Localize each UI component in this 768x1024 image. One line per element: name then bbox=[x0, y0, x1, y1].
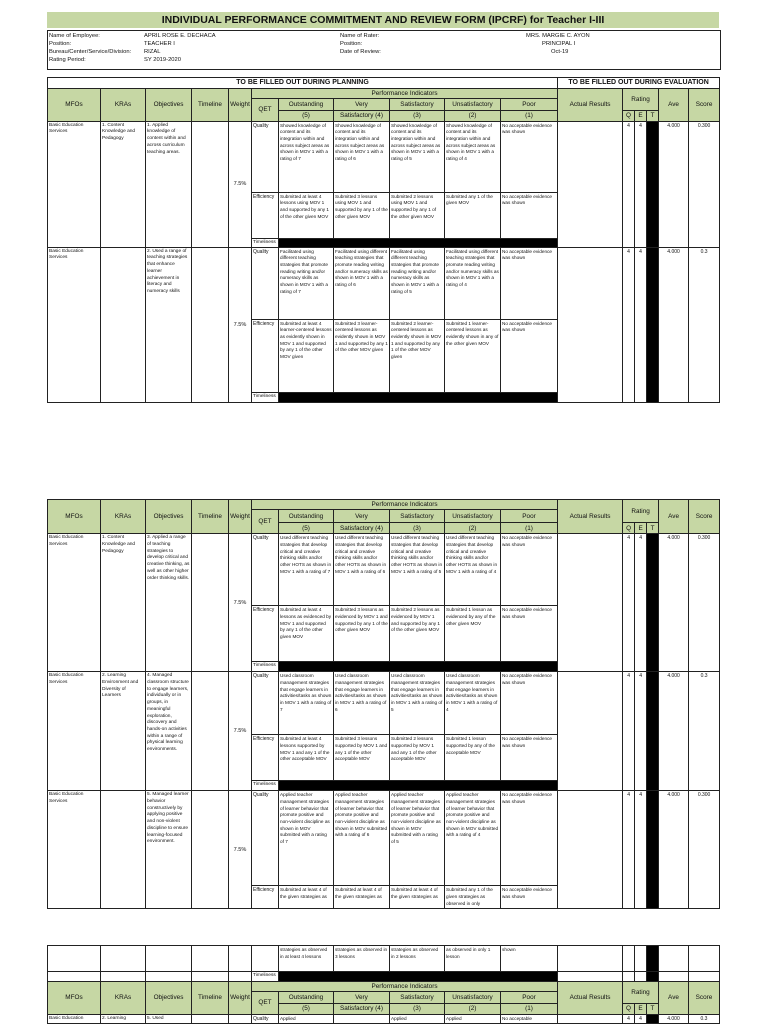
position: TEACHER I bbox=[144, 41, 175, 47]
efficiency-indicator-5: Submitted at least 4 lessons using MOV 1 and supported by any 1 of the other given MOV bbox=[279, 192, 334, 238]
quality-indicator-2: Facilitated using different teaching strategies that promote reading writing and/or numeracy skills as shown in MOV 1 with a rating of 4 bbox=[445, 247, 501, 319]
quality-indicator-4: Used different teaching strategies that develop critical and creative thinking skills and/or other HOTS as shown in MOV 1 with a rating of 6 bbox=[334, 534, 390, 606]
rating-e: 4 bbox=[635, 791, 647, 909]
rating-t bbox=[647, 1014, 659, 1024]
actual-results-cell bbox=[558, 972, 623, 982]
mfo-cell: Basic Education Services bbox=[48, 534, 101, 672]
very-satisfactory-score: Satisfactory (4) bbox=[334, 523, 390, 534]
ave-header: Ave bbox=[659, 982, 689, 1015]
timeliness-blackout bbox=[279, 238, 558, 247]
rating-q bbox=[623, 946, 635, 972]
timeline-cell bbox=[192, 1014, 229, 1024]
efficiency-indicator-2: Submitted any 1 of the given MOV bbox=[445, 192, 501, 238]
timeline-cell bbox=[192, 672, 229, 791]
rating-header: Rating bbox=[623, 89, 659, 111]
very-satisfactory-score: Satisfactory (4) bbox=[334, 111, 390, 121]
score-cell bbox=[689, 946, 720, 972]
objective-cell bbox=[146, 946, 192, 972]
outstanding-score: (5) bbox=[279, 1004, 334, 1014]
efficiency-indicator-4: Submitted at least 4 of the given strategies as bbox=[334, 886, 390, 909]
quality-label: Quality bbox=[252, 121, 279, 192]
timeliness-blackout bbox=[279, 392, 558, 402]
rating-e-header: E bbox=[635, 111, 647, 121]
poor-header: Poor bbox=[501, 510, 558, 523]
rating-t bbox=[647, 791, 659, 909]
mfo-cell: Basic Education Services bbox=[48, 247, 101, 402]
rating-e: 4 bbox=[635, 247, 647, 402]
score-cell: 0.3 bbox=[689, 672, 720, 791]
ave-cell: 4.000 bbox=[659, 534, 689, 672]
efficiency-indicator-4: Submitted 3 lessons using MOV 1 and supported by any 1 of the other given MOV bbox=[334, 192, 390, 238]
satisfactory-score: (3) bbox=[390, 1004, 445, 1014]
rating-e: 4 bbox=[635, 1014, 647, 1024]
kra-header: KRAs bbox=[101, 89, 146, 122]
ave-cell: 4.000 bbox=[659, 1014, 689, 1024]
efficiency-indicator-1: No acceptable evidence was shown bbox=[501, 192, 558, 238]
score-cell: 0.300 bbox=[689, 534, 720, 672]
efficiency-indicator-5: Submitted at least 4 of the given strategies as bbox=[279, 886, 334, 909]
actual-results-header: Actual Results bbox=[558, 89, 623, 122]
weight-cell bbox=[229, 946, 252, 972]
rating-q: 4 bbox=[623, 121, 635, 247]
unsatisfactory-header: Unsatisfactory bbox=[445, 992, 501, 1004]
rating-t bbox=[647, 672, 659, 791]
efficiency-indicator-4: Submitted 3 learner-centered lessons as evidently shown in MOV 1 and supported by any 1 of the other MOV given bbox=[334, 319, 390, 392]
efficiency-indicator-4: strategies as observed in 3 lessons bbox=[334, 946, 390, 972]
rating-t bbox=[647, 121, 659, 247]
weight-cell: 7.5% bbox=[229, 791, 252, 909]
efficiency-indicator-3: Submitted 2 lessons supported by MOV 1 and any 1 of the other acceptable MOV bbox=[390, 735, 445, 781]
efficiency-indicator-2: Submitted 1 learner-centered lessons as evidently shown in any of the other given MOV bbox=[445, 319, 501, 392]
rating-e: 4 bbox=[635, 534, 647, 672]
weight-header: Weight bbox=[229, 982, 252, 1015]
weight-header: Weight bbox=[229, 89, 252, 122]
quality-label: Quality bbox=[252, 534, 279, 606]
weight-cell bbox=[229, 1014, 252, 1024]
qet-cell bbox=[252, 946, 279, 972]
ave-cell: 4.000 bbox=[659, 791, 689, 909]
timeliness-label: Timeliness bbox=[252, 781, 279, 791]
rating-t-header: T bbox=[647, 523, 659, 534]
quality-indicator-5: Showed knowledge of content and its integration within and across subject areas as shown in MOV 1 with a rating of 7 bbox=[279, 121, 334, 192]
quality-indicator-1: No acceptable evidence was shown bbox=[501, 247, 558, 319]
rating-q: 4 bbox=[623, 672, 635, 791]
efficiency-indicator-4: Submitted 3 lessons as evidenced by MOV 1 and supported by any 1 of the other given MOV bbox=[334, 606, 390, 662]
actual-results-cell bbox=[558, 534, 623, 672]
efficiency-indicator-2: Submitted any 1 of the given strategies as observed in only bbox=[445, 886, 501, 909]
quality-indicator-1: No acceptable evidence was shown bbox=[501, 672, 558, 735]
kra-cell: 1. Content Knowledge and Pedagogy bbox=[101, 121, 146, 247]
rating-q: 4 bbox=[623, 247, 635, 402]
rating-t bbox=[647, 247, 659, 402]
employee-info bbox=[47, 30, 721, 70]
rating-e bbox=[635, 972, 647, 982]
evaluation-section-header: TO BE FILLED OUT DURING EVALUATION bbox=[558, 78, 720, 89]
efficiency-label: Efficiency bbox=[252, 735, 279, 781]
mfo-cell: Basic Education bbox=[48, 1014, 101, 1024]
weight-cell: 7.5% bbox=[229, 247, 252, 402]
weight-cell bbox=[229, 972, 252, 982]
rating-q: 4 bbox=[623, 1014, 635, 1024]
objective-cell: 3. Applied a range of teaching strategies to develop critical and creative thinking, as well as other higher order thinking skills. bbox=[146, 534, 192, 672]
efficiency-indicator-3: Submitted 2 lessons as evidenced by MOV 1 and supported by any 1 of the other given MOV bbox=[390, 606, 445, 662]
rater-name: MRS. MARGIE C. AYON bbox=[526, 33, 590, 39]
quality-indicator-4: Showed knowledge of content and its integration within and across subject areas as shown in MOV 1 with a rating of 6 bbox=[334, 121, 390, 192]
efficiency-indicator-5: Submitted at least 4 lessons supported by MOV 1 and any 1 of the other acceptable MOV bbox=[279, 735, 334, 781]
unsatisfactory-header: Unsatisfactory bbox=[445, 99, 501, 111]
qet-header: QET bbox=[252, 99, 279, 121]
score-header: Score bbox=[689, 89, 720, 122]
quality-indicator-1: No acceptable bbox=[501, 1014, 558, 1024]
score-cell: 0.3 bbox=[689, 247, 720, 402]
rating-t bbox=[647, 946, 659, 972]
performance-indicators-header: Performance Indicators bbox=[252, 500, 558, 510]
very-satisfactory-score: Satisfactory (4) bbox=[334, 1004, 390, 1014]
mfo-cell: Basic Education Services bbox=[48, 121, 101, 247]
rating-t-header: T bbox=[647, 1004, 659, 1014]
quality-indicator-5: Facilitated using different teaching strategies that promote reading writing and/or numeracy skills as shown in MOV 1 with a rating of 7 bbox=[279, 247, 334, 319]
planning-section-header: TO BE FILLED OUT DURING PLANNING bbox=[48, 78, 558, 89]
outstanding-header: Outstanding bbox=[279, 992, 334, 1004]
poor-score: (1) bbox=[501, 1004, 558, 1014]
efficiency-indicator-4: Submitted 3 lessons supported by MOV 1 and any 1 of the other acceptable MOV bbox=[334, 735, 390, 781]
timeline-header: Timeline bbox=[192, 982, 229, 1015]
ipcrf-table-page3 bbox=[47, 945, 720, 1024]
ave-cell bbox=[659, 946, 689, 972]
unsatisfactory-score: (2) bbox=[445, 523, 501, 534]
qet-header: QET bbox=[252, 992, 279, 1014]
poor-header: Poor bbox=[501, 992, 558, 1004]
outstanding-header: Outstanding bbox=[279, 99, 334, 111]
quality-indicator-3: Applied bbox=[390, 1014, 445, 1024]
mfo-cell bbox=[48, 972, 101, 982]
quality-indicator-2: Showed knowledge of content and its integration within and across subject areas as shown in MOV 1 with a rating of 4 bbox=[445, 121, 501, 192]
efficiency-indicator-2: as observed in only 1 lesson bbox=[445, 946, 501, 972]
rater-label: Name of Rater: bbox=[340, 33, 380, 39]
objectives-header: Objectives bbox=[146, 982, 192, 1015]
timeline-cell bbox=[192, 946, 229, 972]
objective-cell: 2. Used a range of teaching strategies that enhance learner achievement in literacy and numeracy skills bbox=[146, 247, 192, 402]
timeline-cell bbox=[192, 121, 229, 247]
mfo-cell bbox=[48, 946, 101, 972]
ipcrf-table-page1 bbox=[47, 77, 720, 403]
rating-q-header: Q bbox=[623, 523, 635, 534]
efficiency-indicator-3: strategies as observed in 2 lessons bbox=[390, 946, 445, 972]
quality-indicator-5: Used different teaching strategies that develop critical and creative thinking skills and/or other HOTS as shown in MOV 1 with a rating of 7 bbox=[279, 534, 334, 606]
satisfactory-header: Satisfactory bbox=[390, 992, 445, 1004]
objective-cell: 1. Applied knowledge of content within and across curriculum teaching areas. bbox=[146, 121, 192, 247]
satisfactory-header: Satisfactory bbox=[390, 99, 445, 111]
efficiency-indicator-1: No acceptable evidence was shown bbox=[501, 319, 558, 392]
efficiency-indicator-2: Submitted 1 lesson as evidenced by any of the other given MOV bbox=[445, 606, 501, 662]
mfo-header: MFOs bbox=[48, 89, 101, 122]
kra-cell bbox=[101, 946, 146, 972]
rating-e-header: E bbox=[635, 1004, 647, 1014]
quality-indicator-1: No acceptable evidence was shown bbox=[501, 791, 558, 886]
very-satisfactory-header: Very bbox=[334, 510, 390, 523]
efficiency-indicator-5: Submitted at least 4 lessons as evidenced by MOV 1 and supported by any 1 of the other given MOV bbox=[279, 606, 334, 662]
kra-cell: 2. Learning Environment and Diversity of Learners bbox=[101, 672, 146, 791]
ave-cell: 4.000 bbox=[659, 247, 689, 402]
rating-e bbox=[635, 946, 647, 972]
ave-cell: 4.000 bbox=[659, 672, 689, 791]
poor-header: Poor bbox=[501, 99, 558, 111]
satisfactory-header: Satisfactory bbox=[390, 510, 445, 523]
poor-score: (1) bbox=[501, 111, 558, 121]
outstanding-score: (5) bbox=[279, 523, 334, 534]
quality-indicator-4: Facilitated using different teaching strategies that promote reading writing and/or numeracy skills as shown in MOV 1 with a rating of 6 bbox=[334, 247, 390, 319]
rating-t-header: T bbox=[647, 111, 659, 121]
actual-results-cell bbox=[558, 247, 623, 402]
timeliness-blackout bbox=[279, 662, 558, 672]
efficiency-indicator-3: Submitted at least 4 of the given strategies as bbox=[390, 886, 445, 909]
timeline-cell bbox=[192, 247, 229, 402]
timeline-cell bbox=[192, 972, 229, 982]
efficiency-indicator-1: No acceptable evidence was shown bbox=[501, 735, 558, 781]
quality-indicator-2: Used different teaching strategies that develop critical and creative thinking skills and/or other HOTS as shown in MOV 1 with a rating of 4 bbox=[445, 534, 501, 606]
score-cell: 0.3 bbox=[689, 1014, 720, 1024]
weight-cell: 7.5% bbox=[229, 672, 252, 791]
actual-results-cell bbox=[558, 121, 623, 247]
mfo-cell: Basic Education Services bbox=[48, 791, 101, 909]
unsatisfactory-header: Unsatisfactory bbox=[445, 510, 501, 523]
objective-cell: 5. Used bbox=[146, 1014, 192, 1024]
rating-period-label: Rating Period: bbox=[49, 57, 86, 63]
quality-label: Quality bbox=[252, 247, 279, 319]
ave-cell: 4.000 bbox=[659, 121, 689, 247]
rater-position: PRINCIPAL I bbox=[542, 41, 576, 47]
score-cell bbox=[689, 972, 720, 982]
objective-cell: 4. Managed classroom structure to engage learners, individually or in groups, in meaningful exploration, discovery and hands-on activities within a range of physical learning environments. bbox=[146, 672, 192, 791]
quality-indicator-3: Showed knowledge of content and its integration within and across subject areas as shown in MOV 1 with a rating of 5 bbox=[390, 121, 445, 192]
quality-indicator-3: Facilitated using different teaching strategies that promote reading writing and/or numeracy skills as shown in MOV 1 with a rating of 5 bbox=[390, 247, 445, 319]
position-label: Position: bbox=[49, 41, 72, 47]
rater-position-label: Position: bbox=[340, 41, 363, 47]
timeliness-label: Timeliness bbox=[252, 662, 279, 672]
review-date: Oct-19 bbox=[551, 49, 569, 55]
efficiency-indicator-1: shown bbox=[501, 946, 558, 972]
timeliness-label: Timeliness bbox=[252, 972, 279, 982]
unsatisfactory-score: (2) bbox=[445, 111, 501, 121]
kra-cell: 1. Content Knowledge and Pedagogy bbox=[101, 534, 146, 672]
efficiency-label: Efficiency bbox=[252, 192, 279, 238]
mfo-header: MFOs bbox=[48, 982, 101, 1015]
actual-results-header: Actual Results bbox=[558, 500, 623, 534]
review-date-label: Date of Review: bbox=[340, 49, 381, 55]
efficiency-label: Efficiency bbox=[252, 319, 279, 392]
very-satisfactory-header: Very bbox=[334, 992, 390, 1004]
actual-results-cell bbox=[558, 1014, 623, 1024]
efficiency-label: Efficiency bbox=[252, 886, 279, 909]
poor-score: (1) bbox=[501, 523, 558, 534]
rating-t bbox=[647, 972, 659, 982]
ave-header: Ave bbox=[659, 500, 689, 534]
score-cell: 0.300 bbox=[689, 791, 720, 909]
rating-header: Rating bbox=[623, 982, 659, 1004]
rating-q: 4 bbox=[623, 534, 635, 672]
efficiency-indicator-3: Submitted 2 learner-centered lessons as evidently shown in MOV 1 and supported by any 1 of the other MOV given bbox=[390, 319, 445, 392]
employee-name-label: Name of Employee: bbox=[49, 33, 100, 39]
satisfactory-score: (3) bbox=[390, 111, 445, 121]
kra-cell bbox=[101, 791, 146, 909]
efficiency-indicator-1: No acceptable evidence was shown bbox=[501, 606, 558, 662]
quality-indicator-4: Applied teacher management strategies of learner behavior that promote positive and non-violent discipline as shown in MOV submitted with a rating of 6 bbox=[334, 791, 390, 886]
mfo-header: MFOs bbox=[48, 500, 101, 534]
timeline-cell bbox=[192, 534, 229, 672]
quality-indicator-5: Applied teacher management strategies of learner behavior that promote positive and non-violent discipline as shown in MOV submitted with a rating of 7 bbox=[279, 791, 334, 886]
score-header: Score bbox=[689, 982, 720, 1015]
efficiency-label: Efficiency bbox=[252, 606, 279, 662]
timeline-header: Timeline bbox=[192, 500, 229, 534]
timeliness-label: Timeliness bbox=[252, 238, 279, 247]
timeliness-label: Timeliness bbox=[252, 392, 279, 402]
performance-indicators-header: Performance Indicators bbox=[252, 89, 558, 99]
quality-indicator-4: Used classroom management strategies that engage learners in activities/tasks as shown in MOV 1 with a rating of 6 bbox=[334, 672, 390, 735]
actual-results-header: Actual Results bbox=[558, 982, 623, 1015]
quality-label: Quality bbox=[252, 672, 279, 735]
objectives-header: Objectives bbox=[146, 89, 192, 122]
kra-cell bbox=[101, 972, 146, 982]
objective-cell bbox=[146, 972, 192, 982]
efficiency-indicator-1: No acceptable evidence was shown bbox=[501, 886, 558, 909]
quality-indicator-1: No acceptable evidence was shown bbox=[501, 121, 558, 192]
quality-indicator-3: Used classroom management strategies that engage learners in activities/tasks as shown in MOV 1 with a rating of 5 bbox=[390, 672, 445, 735]
kra-cell bbox=[101, 247, 146, 402]
quality-label: Quality bbox=[252, 791, 279, 886]
unsatisfactory-score: (2) bbox=[445, 1004, 501, 1014]
score-header: Score bbox=[689, 500, 720, 534]
quality-indicator-5: Applied bbox=[279, 1014, 334, 1024]
timeliness-blackout bbox=[279, 972, 558, 982]
timeline-header: Timeline bbox=[192, 89, 229, 122]
efficiency-indicator-5: Submitted at least 4 learner-centered lessons as evidently shown in MOV 1 and supported by any 1 of the other MOV given bbox=[279, 319, 334, 392]
quality-indicator-4 bbox=[334, 1014, 390, 1024]
weight-cell: 7.5% bbox=[229, 121, 252, 247]
rating-t bbox=[647, 534, 659, 672]
efficiency-indicator-2: Submitted 1 lesson supported by any of the acceptable MOV bbox=[445, 735, 501, 781]
bureau-label: Bureau/Center/Service/Division: bbox=[49, 49, 132, 55]
outstanding-header: Outstanding bbox=[279, 510, 334, 523]
bureau: RIZAL bbox=[144, 49, 161, 55]
quality-indicator-2: Applied teacher management strategies of learner behavior that promote positive and non-violent discipline as shown in MOV submitted with a rating of 4 bbox=[445, 791, 501, 886]
score-cell: 0.300 bbox=[689, 121, 720, 247]
form-title: INDIVIDUAL PERFORMANCE COMMITMENT AND REVIEW FORM (IPCRF) for Teacher I-III bbox=[47, 12, 719, 28]
kra-header: KRAs bbox=[101, 982, 146, 1015]
rating-q bbox=[623, 972, 635, 982]
quality-indicator-5: Used classroom management strategies that engage learners in activities/tasks as shown in MOV 1 with a rating of 7 bbox=[279, 672, 334, 735]
kra-header: KRAs bbox=[101, 500, 146, 534]
rating-header: Rating bbox=[623, 500, 659, 523]
timeline-cell bbox=[192, 791, 229, 909]
satisfactory-score: (3) bbox=[390, 523, 445, 534]
quality-indicator-2: Applied bbox=[445, 1014, 501, 1024]
timeliness-blackout bbox=[279, 781, 558, 791]
quality-indicator-3: Applied teacher management strategies of learner behavior that promote positive and non-violent discipline as shown in MOV submitted with a rating of 5 bbox=[390, 791, 445, 886]
rating-q-header: Q bbox=[623, 1004, 635, 1014]
ipcrf-table-page2 bbox=[47, 499, 720, 909]
employee-name: APRIL ROSE E. DECHACA bbox=[144, 33, 216, 39]
objectives-header: Objectives bbox=[146, 500, 192, 534]
quality-label: Quality bbox=[252, 1014, 279, 1024]
kra-cell: 2. Learning bbox=[101, 1014, 146, 1024]
quality-indicator-3: Used different teaching strategies that develop critical and creative thinking skills and/or other HOTS as shown in MOV 1 with a rating of 5 bbox=[390, 534, 445, 606]
objective-cell: 5. Managed learner behavior constructively by applying positive and non-violent discipline to ensure learning-focused environment. bbox=[146, 791, 192, 909]
weight-cell: 7.5% bbox=[229, 534, 252, 672]
ave-header: Ave bbox=[659, 89, 689, 122]
quality-indicator-1: No acceptable evidence was shown bbox=[501, 534, 558, 606]
qet-header: QET bbox=[252, 510, 279, 534]
rating-e: 4 bbox=[635, 672, 647, 791]
rating-q: 4 bbox=[623, 791, 635, 909]
rating-q-header: Q bbox=[623, 111, 635, 121]
actual-results-cell bbox=[558, 946, 623, 972]
rating-period: SY 2019-2020 bbox=[144, 57, 181, 63]
outstanding-score: (5) bbox=[279, 111, 334, 121]
efficiency-indicator-5: strategies as observed in at least 4 lessons bbox=[279, 946, 334, 972]
rating-e: 4 bbox=[635, 121, 647, 247]
actual-results-cell bbox=[558, 791, 623, 909]
very-satisfactory-header: Very bbox=[334, 99, 390, 111]
quality-indicator-2: Used classroom management strategies that engage learners in activities/tasks as shown in MOV 1 with a rating of 4 bbox=[445, 672, 501, 735]
weight-header: Weight bbox=[229, 500, 252, 534]
actual-results-cell bbox=[558, 672, 623, 791]
ave-cell bbox=[659, 972, 689, 982]
efficiency-indicator-3: Submitted 2 lessons using MOV 1 and supported by any 1 of the other given MOV bbox=[390, 192, 445, 238]
mfo-cell: Basic Education Services bbox=[48, 672, 101, 791]
performance-indicators-header: Performance Indicators bbox=[252, 982, 558, 992]
rating-e-header: E bbox=[635, 523, 647, 534]
